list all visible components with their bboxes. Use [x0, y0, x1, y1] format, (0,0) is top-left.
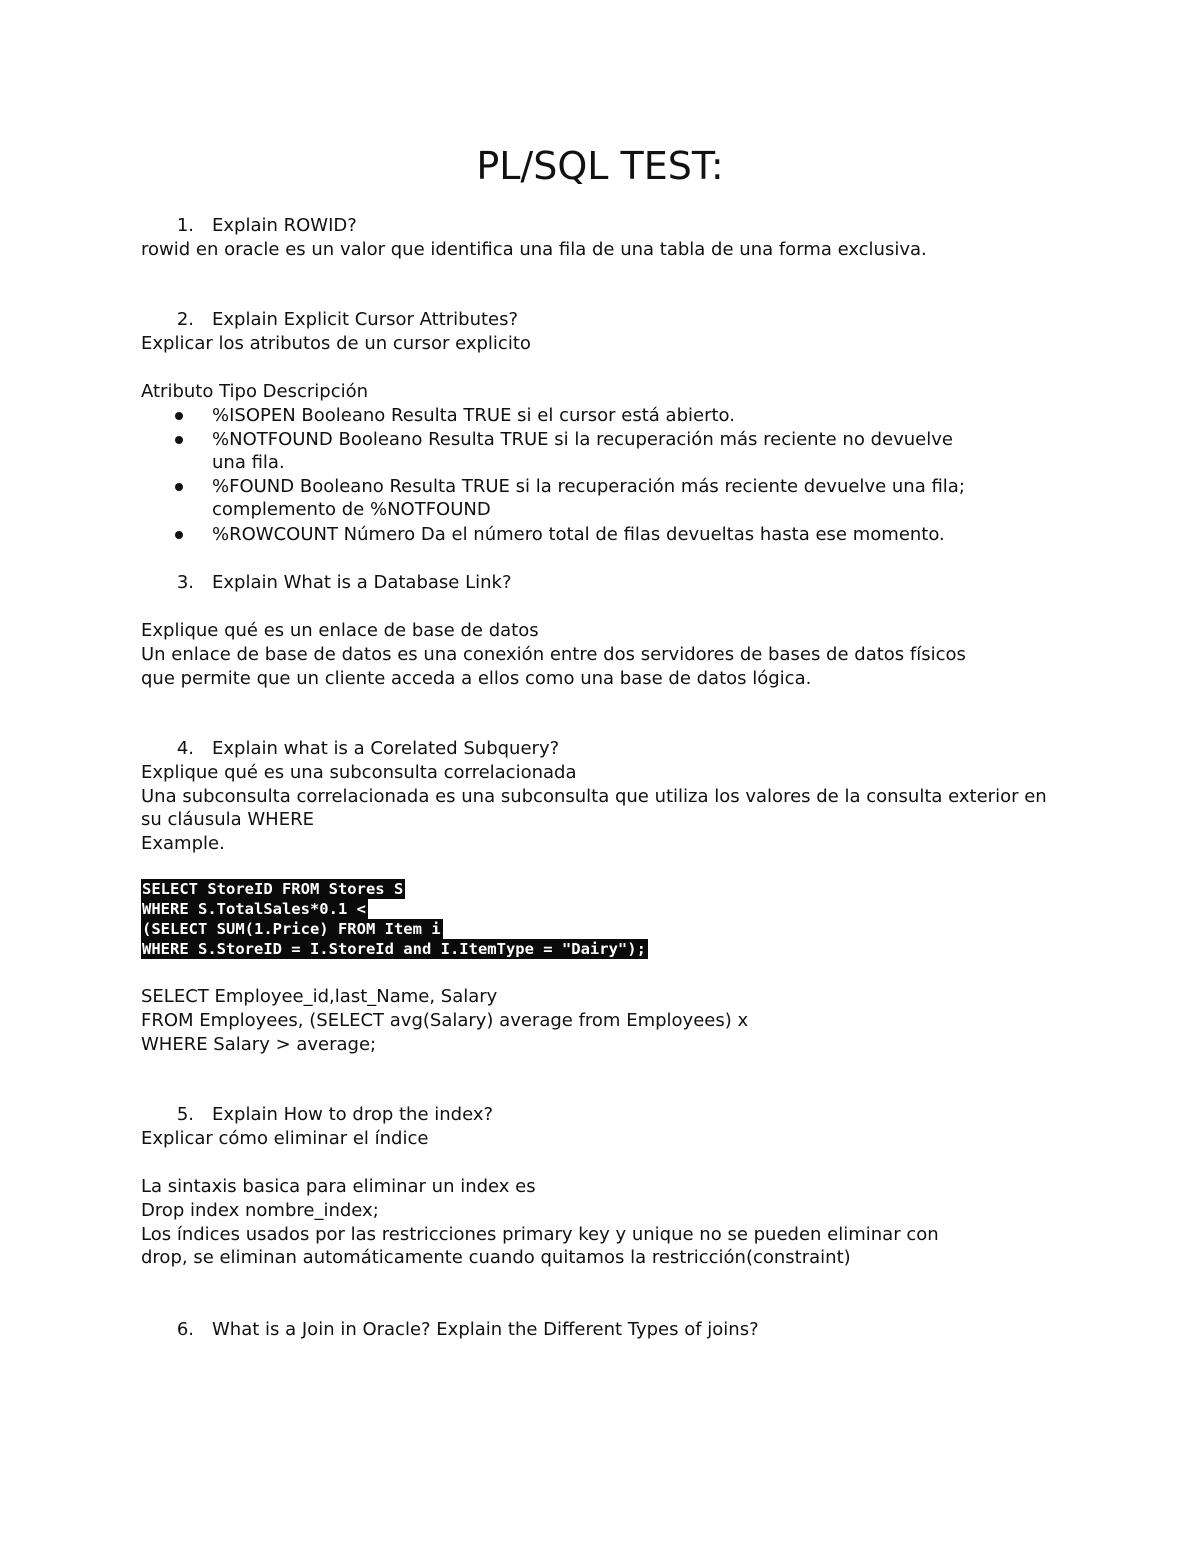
attribute-isopen: %ISOPEN Booleano Resulta TRUE si el cursor está abierto.: [212, 405, 735, 426]
question-4-text: Explain what is a Corelated Subquery?: [212, 738, 560, 759]
question-5-answer-line: Los índices usados por las restricciones primary key y unique no se pueden eliminar con: [141, 1224, 939, 1245]
sql-example-line: FROM Employees, (SELECT avg(Salary) average from Employees) x: [141, 1010, 749, 1031]
question-3-text: Explain What is a Database Link?: [212, 572, 512, 593]
bullet-icon: [175, 412, 183, 420]
question-5-answer-line: Drop index nombre_index;: [141, 1200, 379, 1221]
question-6-text: What is a Join in Oracle? Explain the Different Types of joins?: [212, 1319, 759, 1340]
code-snippet-line: SELECT StoreID FROM Stores S: [142, 880, 404, 898]
question-5-answer-line: drop, se eliminan automáticamente cuando quitamos la restricción(constraint): [141, 1247, 851, 1268]
question-4-answer-line: su cláusula WHERE: [141, 809, 314, 830]
question-4-translation: Explique qué es una subconsulta correlacionada: [141, 762, 577, 783]
question-2-translation: Explicar los atributos de un cursor explicito: [141, 333, 531, 354]
attribute-found-cont: complemento de %NOTFOUND: [212, 499, 491, 520]
attribute-notfound: %NOTFOUND Booleano Resulta TRUE si la recuperación más reciente no devuelve: [212, 429, 953, 450]
question-3-answer-line: que permite que un cliente acceda a ellos como una base de datos lógica.: [141, 668, 812, 689]
question-3-answer-line: Un enlace de base de datos es una conexión entre dos servidores de bases de datos físicos: [141, 644, 966, 665]
attribute-notfound-cont: una fila.: [212, 452, 285, 473]
code-snippet-line: WHERE S.StoreID = I.StoreId and I.ItemType = "Dairy");: [142, 940, 646, 958]
code-snippet-line: (SELECT SUM(1.Price) FROM Item i: [142, 920, 441, 938]
bullet-icon: [175, 531, 183, 539]
question-3-number: 3.: [176, 572, 194, 593]
sql-example-line: WHERE Salary > average;: [141, 1034, 377, 1055]
attribute-table-header: Atributo Tipo Descripción: [141, 381, 369, 402]
code-snippet-line: WHERE S.TotalSales*0.1 <: [142, 900, 366, 918]
question-4-number: 4.: [176, 738, 194, 759]
question-6-number: 6.: [176, 1319, 194, 1340]
question-2-number: 2.: [176, 309, 194, 330]
question-4-answer-line: Una subconsulta correlacionada es una subconsulta que utiliza los valores de la consulta exterior en: [141, 786, 1047, 807]
question-1-answer: rowid en oracle es un valor que identifica una fila de una tabla de una forma exclusiva.: [141, 239, 927, 260]
bullet-icon: [175, 436, 183, 444]
question-5-text: Explain How to drop the index?: [212, 1104, 494, 1125]
document-title: PL/SQL TEST:: [476, 144, 724, 188]
sql-example-line: SELECT Employee_id,last_Name, Salary: [141, 986, 498, 1007]
question-4-example-label: Example.: [141, 833, 225, 854]
bullet-icon: [175, 483, 183, 491]
attribute-rowcount: %ROWCOUNT Número Da el número total de filas devueltas hasta ese momento.: [212, 524, 945, 545]
question-1-number: 1.: [176, 215, 194, 236]
question-5-answer-line: La sintaxis basica para eliminar un index es: [141, 1176, 536, 1197]
question-3-translation: Explique qué es un enlace de base de datos: [141, 620, 539, 641]
question-2-text: Explain Explicit Cursor Attributes?: [212, 309, 519, 330]
question-5-translation: Explicar cómo eliminar el índice: [141, 1128, 429, 1149]
question-1-text: Explain ROWID?: [212, 215, 357, 236]
attribute-found: %FOUND Booleano Resulta TRUE si la recuperación más reciente devuelve una fila;: [212, 476, 965, 497]
question-5-number: 5.: [176, 1104, 194, 1125]
